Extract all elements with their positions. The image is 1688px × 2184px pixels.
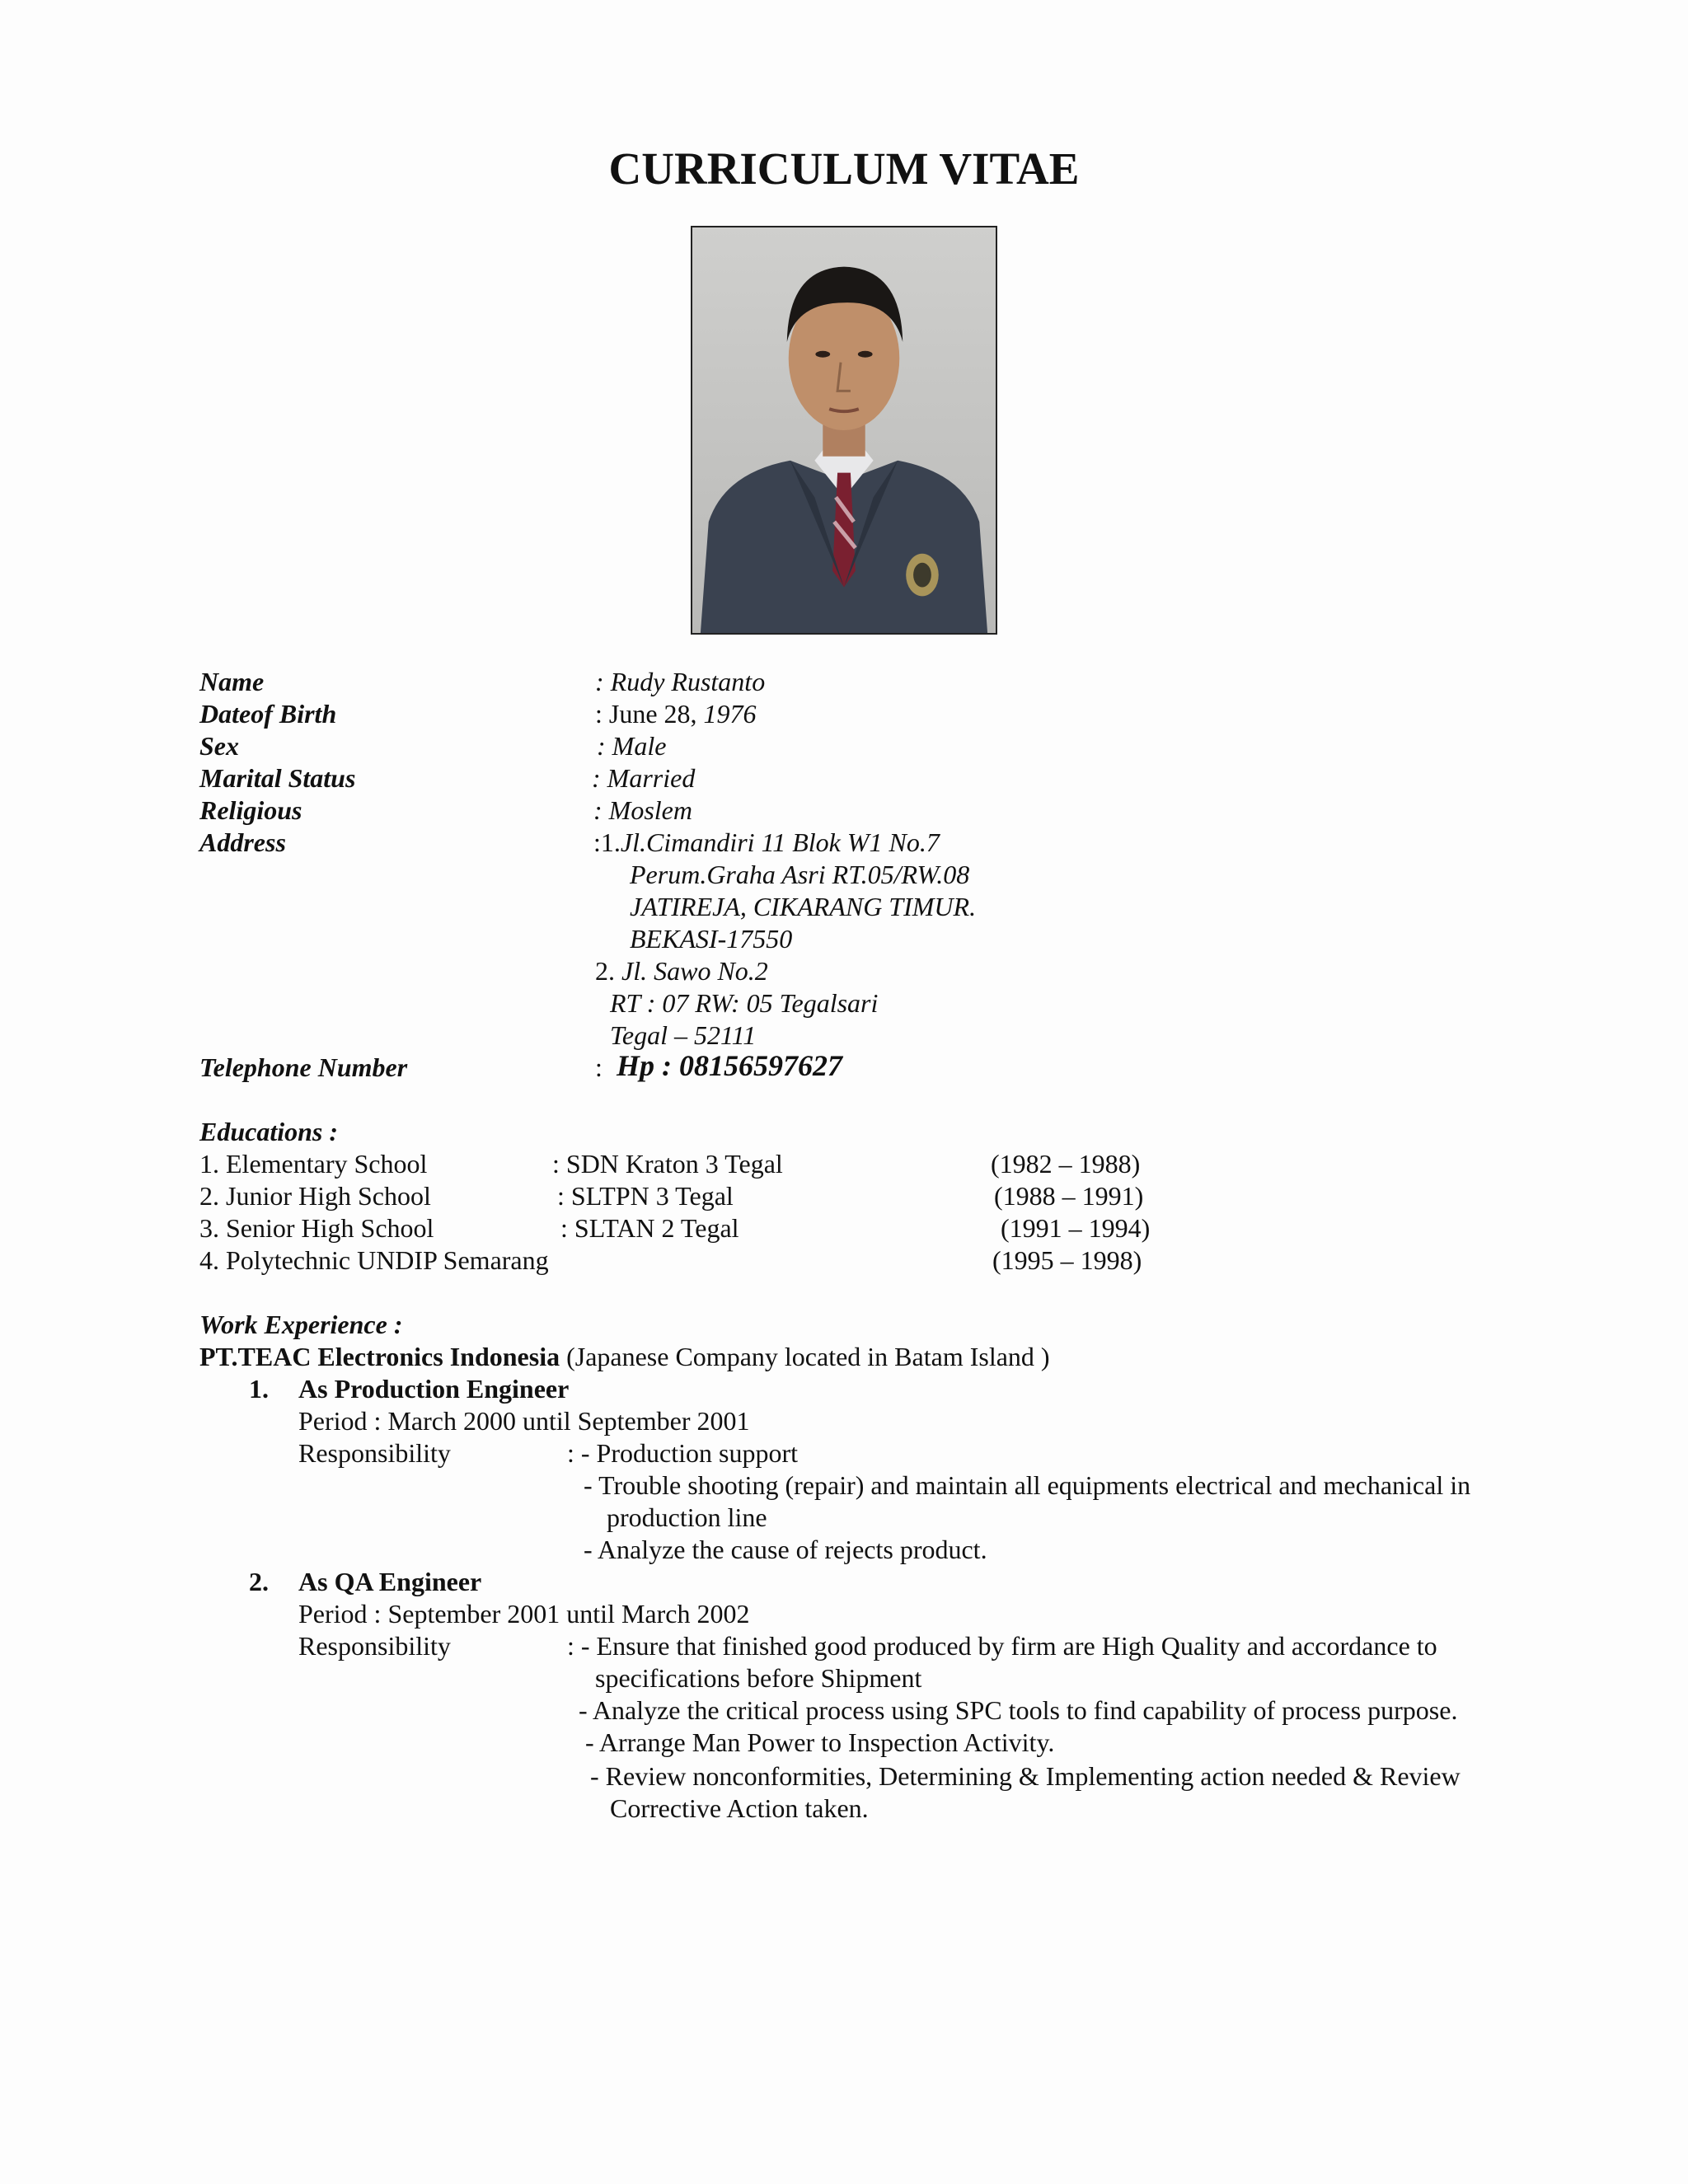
birth-value bbox=[595, 698, 757, 730]
phone-value: Hp : 08156597627 bbox=[617, 1049, 842, 1082]
job-responsibility-label: Responsibility bbox=[298, 1438, 451, 1468]
address-1-line-1 bbox=[593, 827, 940, 859]
marital-label: Marital Status bbox=[199, 763, 356, 793]
company-note: (Japanese Company located in Batam Island ) bbox=[566, 1342, 1050, 1371]
religious-label: Religious bbox=[199, 795, 302, 825]
education-item-school: : SLTAN 2 Tegal bbox=[560, 1213, 739, 1243]
document-title: CURRICULUM VITAE bbox=[608, 143, 1080, 194]
address-1-line-4: BEKASI-17550 bbox=[630, 924, 793, 954]
sex-label: Sex bbox=[199, 731, 239, 761]
job-role: As QA Engineer bbox=[298, 1567, 482, 1596]
address-2-prefix: 2. bbox=[595, 956, 615, 986]
address-1-line-2: Perum.Graha Asri RT.05/RW.08 bbox=[630, 860, 970, 889]
education-item-name: 2. Junior High School bbox=[199, 1181, 431, 1211]
education-item-years: (1995 – 1998) bbox=[992, 1245, 1142, 1275]
job-period: Period : September 2001 until March 2002 bbox=[298, 1599, 750, 1629]
job-responsibility-line: : - Ensure that finished good produced by firm are High Quality and accordance to bbox=[567, 1631, 1437, 1661]
job-number: 2. bbox=[249, 1567, 269, 1596]
address-2-street: Jl. Sawo No.2 bbox=[621, 956, 768, 986]
company-name: PT.TEAC Electronics Indonesia bbox=[199, 1342, 560, 1371]
birth-label: Dateof Birth bbox=[199, 699, 337, 729]
job-responsibility-line: - Analyze the cause of rejects product. bbox=[584, 1535, 987, 1564]
marital-value: : Married bbox=[592, 763, 696, 793]
job-period: Period : March 2000 until September 2001 bbox=[298, 1406, 750, 1436]
job-responsibility-line: - Analyze the critical process using SPC tools to find capability of process purpose. bbox=[579, 1695, 1458, 1725]
address-1-street: Jl.Cimandiri 11 Blok W1 No.7 bbox=[620, 827, 940, 857]
address-label: Address bbox=[199, 827, 286, 857]
job-responsibility-line: - Arrange Man Power to Inspection Activity. bbox=[585, 1727, 1055, 1757]
education-item-name: 4. Polytechnic UNDIP Semarang bbox=[199, 1245, 549, 1275]
name-label: Name bbox=[199, 667, 265, 696]
education-item-years: (1982 – 1988) bbox=[991, 1149, 1141, 1179]
education-item-school: : SLTPN 3 Tegal bbox=[557, 1181, 734, 1211]
address-2-line-3: Tegal – 52111 bbox=[610, 1020, 757, 1050]
job-responsibility-line: production line bbox=[607, 1502, 767, 1532]
education-item-years: (1988 – 1991) bbox=[994, 1181, 1144, 1211]
job-responsibility-line: - Review nonconformities, Determining & Implementing action needed & Review bbox=[590, 1761, 1461, 1791]
job-responsibility-line: Corrective Action taken. bbox=[610, 1793, 869, 1823]
religious-value: : Moslem bbox=[593, 795, 692, 825]
portrait-image bbox=[692, 227, 996, 633]
job-responsibility-line: : - Production support bbox=[567, 1438, 798, 1468]
name-value: : Rudy Rustanto bbox=[595, 667, 766, 696]
profile-photo bbox=[691, 226, 997, 635]
phone-label: Telephone Number bbox=[199, 1052, 408, 1082]
job-responsibility-line: specifications before Shipment bbox=[595, 1663, 922, 1693]
job-responsibility-label: Responsibility bbox=[298, 1631, 451, 1661]
education-heading: Educations : bbox=[199, 1117, 339, 1146]
company-line bbox=[199, 1341, 1050, 1373]
job-role: As Production Engineer bbox=[298, 1374, 570, 1404]
address-1-line-3: JATIREJA, CIKARANG TIMUR. bbox=[630, 892, 977, 921]
address-2-line-2: RT : 07 RW: 05 Tegalsari bbox=[610, 988, 879, 1018]
birth-date: : June 28, bbox=[595, 699, 697, 729]
address-1-prefix: :1. bbox=[593, 827, 621, 857]
education-item-school: : SDN Kraton 3 Tegal bbox=[552, 1149, 783, 1179]
address-2-line-1 bbox=[595, 955, 768, 987]
education-item-years: (1991 – 1994) bbox=[1001, 1213, 1151, 1243]
phone-colon: : bbox=[595, 1052, 603, 1082]
job-number: 1. bbox=[249, 1374, 269, 1404]
birth-year: 1976 bbox=[703, 699, 757, 729]
education-item-name: 1. Elementary School bbox=[199, 1149, 428, 1179]
education-item-name: 3. Senior High School bbox=[199, 1213, 434, 1243]
work-heading: Work Experience : bbox=[199, 1310, 403, 1339]
sex-value: : Male bbox=[597, 731, 667, 761]
job-responsibility-line: - Trouble shooting (repair) and maintain all equipments electrical and mechanical in bbox=[584, 1470, 1471, 1500]
